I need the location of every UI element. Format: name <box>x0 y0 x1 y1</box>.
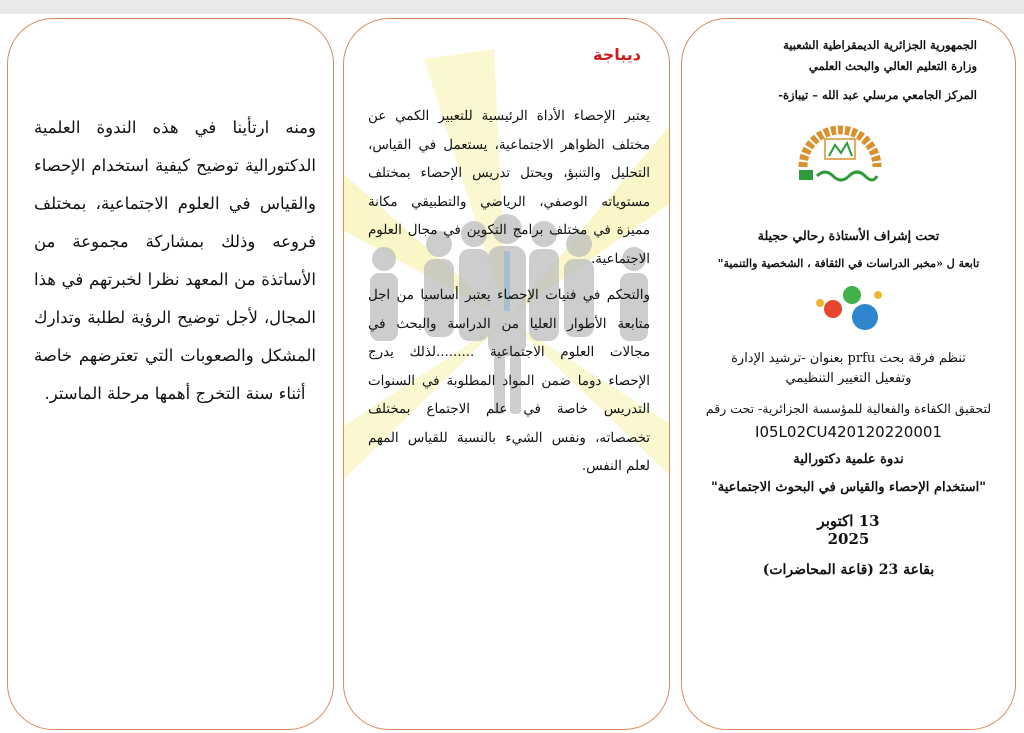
event-venue: بقاعة 23 (قاعة المحاضرات) <box>762 562 935 578</box>
institution-header <box>783 35 977 77</box>
middle-panel <box>343 18 670 730</box>
university-center-name: المركز الجامعي مرسلي عبد الله – تيبازة- <box>778 88 977 102</box>
republic-name: الجمهورية الجزائرية الديمقراطية الشعبية <box>783 38 977 52</box>
event-type: ندوة علمية دكتورالية <box>793 452 904 467</box>
ministry-name: وزارة التعليم العالي والبحث العلمي <box>808 59 977 73</box>
event-date <box>696 512 1001 548</box>
lab-gears-icon <box>812 283 890 335</box>
preamble-paragraph-1: يعتبر الإحصاء الأداة الرئيسية للتعبير الكمي عن مختلف الظواهر الاجتماعية، يستعمل في القياس، التحليل والتنبؤ، ويحتل تدريس الإحصاء بمختلف مستوياته الوصفي، الرياضي والتطبيقي مكانة مميزة في مختلف برامج التكوين في مجال العلوم الاجتماعية. <box>368 109 650 267</box>
supervision-line: تحت إشراف الأستاذة رحالي حجيلة <box>757 228 940 243</box>
project-code: I05L02CU420120220001 <box>755 423 942 441</box>
preamble-body <box>368 103 650 490</box>
event-date-day: 13 اكتوبر <box>817 512 880 530</box>
university-logo <box>795 123 885 185</box>
right-panel <box>681 18 1016 730</box>
left-panel-text: ومنه ارتأينا في هذه الندوة العلمية الدكتورالية توضيح كيفية استخدام الإحصاء والقياس في العلوم الاجتماعية، بمختلف فروعه وذلك بمشاركة مجموعة من الأساتذة من المعهد نظرا لخبرتهم في هذا المجال، لأجل توضيح الرؤية لطلبة وتدارك المشكل والصعوبات التي تعترضهم خاصة أثناء سنة التخرج أهمها مرحلة الماستر. <box>34 118 316 403</box>
event-date-year: 2025 <box>827 530 870 548</box>
research-team-line-2: لتحقيق الكفاءة والفعالية للمؤسسة الجزائرية- تحت رقم <box>705 401 992 416</box>
preamble-paragraph-2: والتحكم في فنيات الإحصاء يعتبر أساسيا من اجل متابعة الأطوار العليا من الدراسة والبحث في مجالات العلوم الاجتماعية .........لذلك يدرج الإحصاء دوما ضمن المواد المطلوبة في السنوات التدريس خاصة في علم الاجتماع بمختلف تخصصاته، ونفس الشيء بالنسبة للقياس المهم لعلم النفس. <box>368 288 650 474</box>
event-title: "استخدام الإحصاء والقياس في البحوث الاجتماعية" <box>710 480 987 495</box>
lab-affiliation: تابعة ل «مخبر الدراسات في الثقافة ، الشخصية والتنمية" <box>717 257 980 270</box>
preamble-title: ديباجة <box>593 45 641 64</box>
browser-top-bar <box>0 0 1024 14</box>
left-panel <box>7 18 334 730</box>
research-team-line: تنظم فرقة بحث prfu بعنوان -ترشيد الإدارة وتفعيل التغيير التنظيمي <box>731 351 966 386</box>
